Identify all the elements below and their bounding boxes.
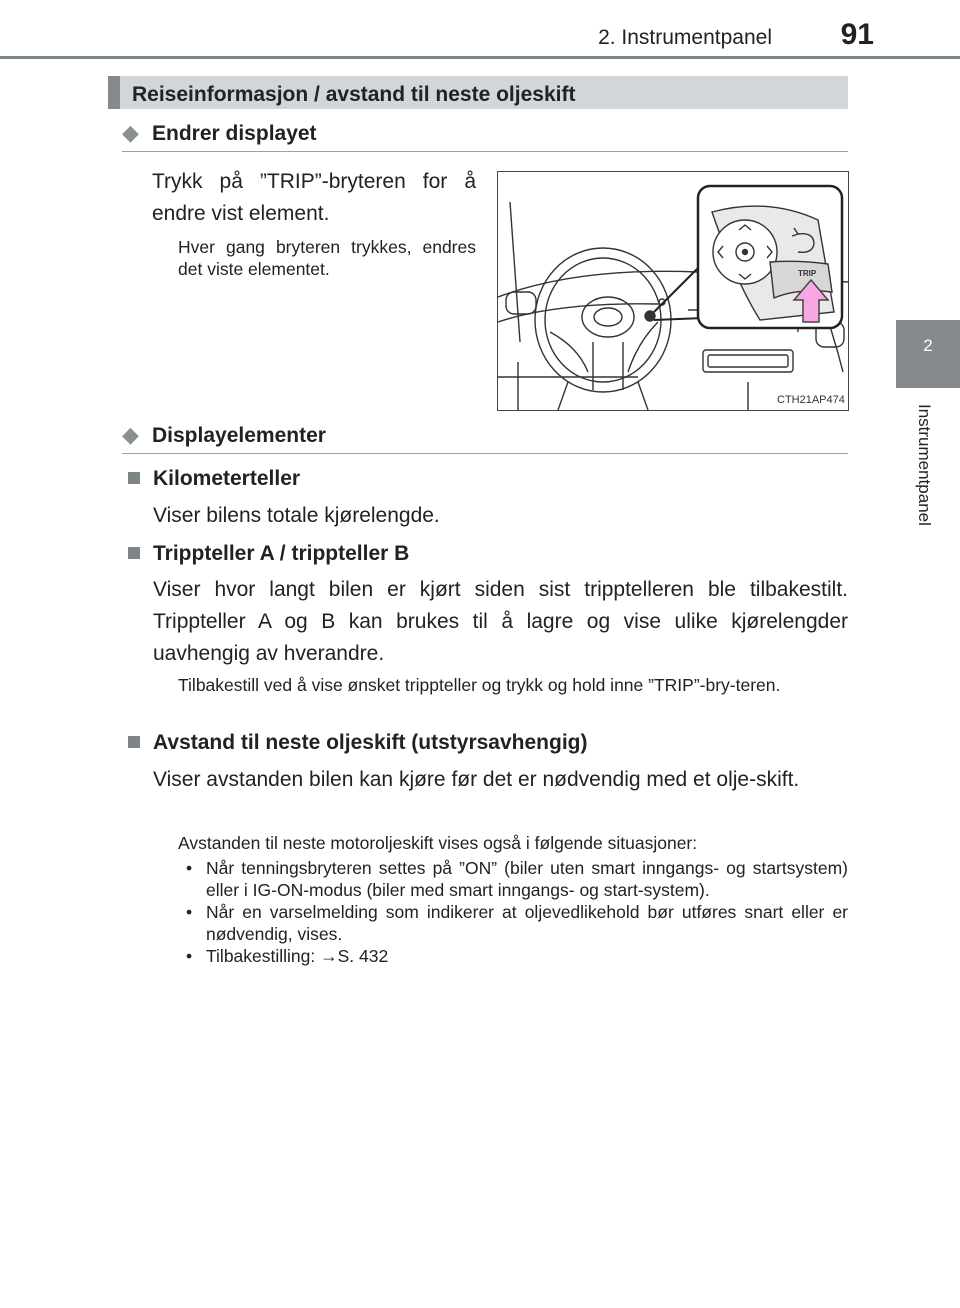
- steering-wheel-icon: [498, 172, 848, 410]
- trip-button-label: TRIP: [798, 269, 817, 278]
- item-note: Avstanden til neste motoroljeskift vises også i følgende situasjoner:: [178, 833, 698, 853]
- subheading-rule: [122, 453, 848, 454]
- item-title: Kilometerteller: [153, 467, 301, 490]
- list-item: • Når en varselmelding som indikerer at oljevedlikehold bør utføres snart eller er nødvendig, vises.: [186, 902, 848, 944]
- square-bullet-icon: [128, 547, 140, 559]
- square-bullet-icon: [128, 736, 140, 748]
- section-title: Reiseinformasjon / avstand til neste oljeskift: [132, 83, 576, 106]
- item-text: Viser hvor langt bilen er kjørt siden sist tripptelleren ble tilbakestilt. Trippteller A og B kan brukes til å lagre og vise ulike kjørelengder uavhengig av hverandre.: [153, 578, 848, 665]
- subheading-change-display: Endrer displayet: [152, 122, 317, 145]
- side-tab-number: 2: [923, 336, 933, 355]
- header-rule: [0, 56, 960, 59]
- change-display-note: Hver gang bryteren trykkes, endres det viste elementet.: [178, 237, 476, 279]
- subheading-rule: [122, 151, 848, 152]
- item-text: Viser bilens totale kjørelengde.: [153, 504, 440, 527]
- diamond-icon: ◆: [122, 120, 139, 145]
- page-reference-link[interactable]: Tilbakestilling: →S. 432: [206, 946, 389, 966]
- item-title: Trippteller A / trippteller B: [153, 542, 410, 565]
- subheading-display-items: Displayelementer: [152, 424, 326, 447]
- item-title: Avstand til neste oljeskift (utstyrsavhengig): [153, 731, 588, 754]
- change-display-text: Trykk på ”TRIP”-bryteren for å endre vist element.: [152, 170, 476, 225]
- item-note: Tilbakestill ved å vise ønsket trippteller og trykk og hold inne ”TRIP”-bry-teren.: [178, 675, 781, 695]
- bullet-list: [186, 857, 848, 967]
- steering-wheel-illustration: [497, 171, 849, 411]
- item-text: Viser avstanden bilen kan kjøre før det er nødvendig med et olje-skift.: [153, 768, 800, 791]
- list-item: • Tilbakestilling: →S. 432: [186, 946, 389, 966]
- figure-code: CTH21AP474: [777, 394, 845, 406]
- page-number: 91: [840, 18, 874, 51]
- side-tab-label: Instrumentpanel: [915, 404, 934, 526]
- list-item: • Når tenningsbryteren settes på ”ON” (biler uten smart inngangs- og startsystem) eller i IG-ON-modus (biler med smart inngangs- og start-system).: [186, 858, 848, 900]
- square-bullet-icon: [128, 472, 140, 484]
- diamond-icon: ◆: [122, 422, 139, 447]
- section-title-accent: [108, 76, 120, 109]
- running-header-chapter: 2. Instrumentpanel: [598, 26, 772, 49]
